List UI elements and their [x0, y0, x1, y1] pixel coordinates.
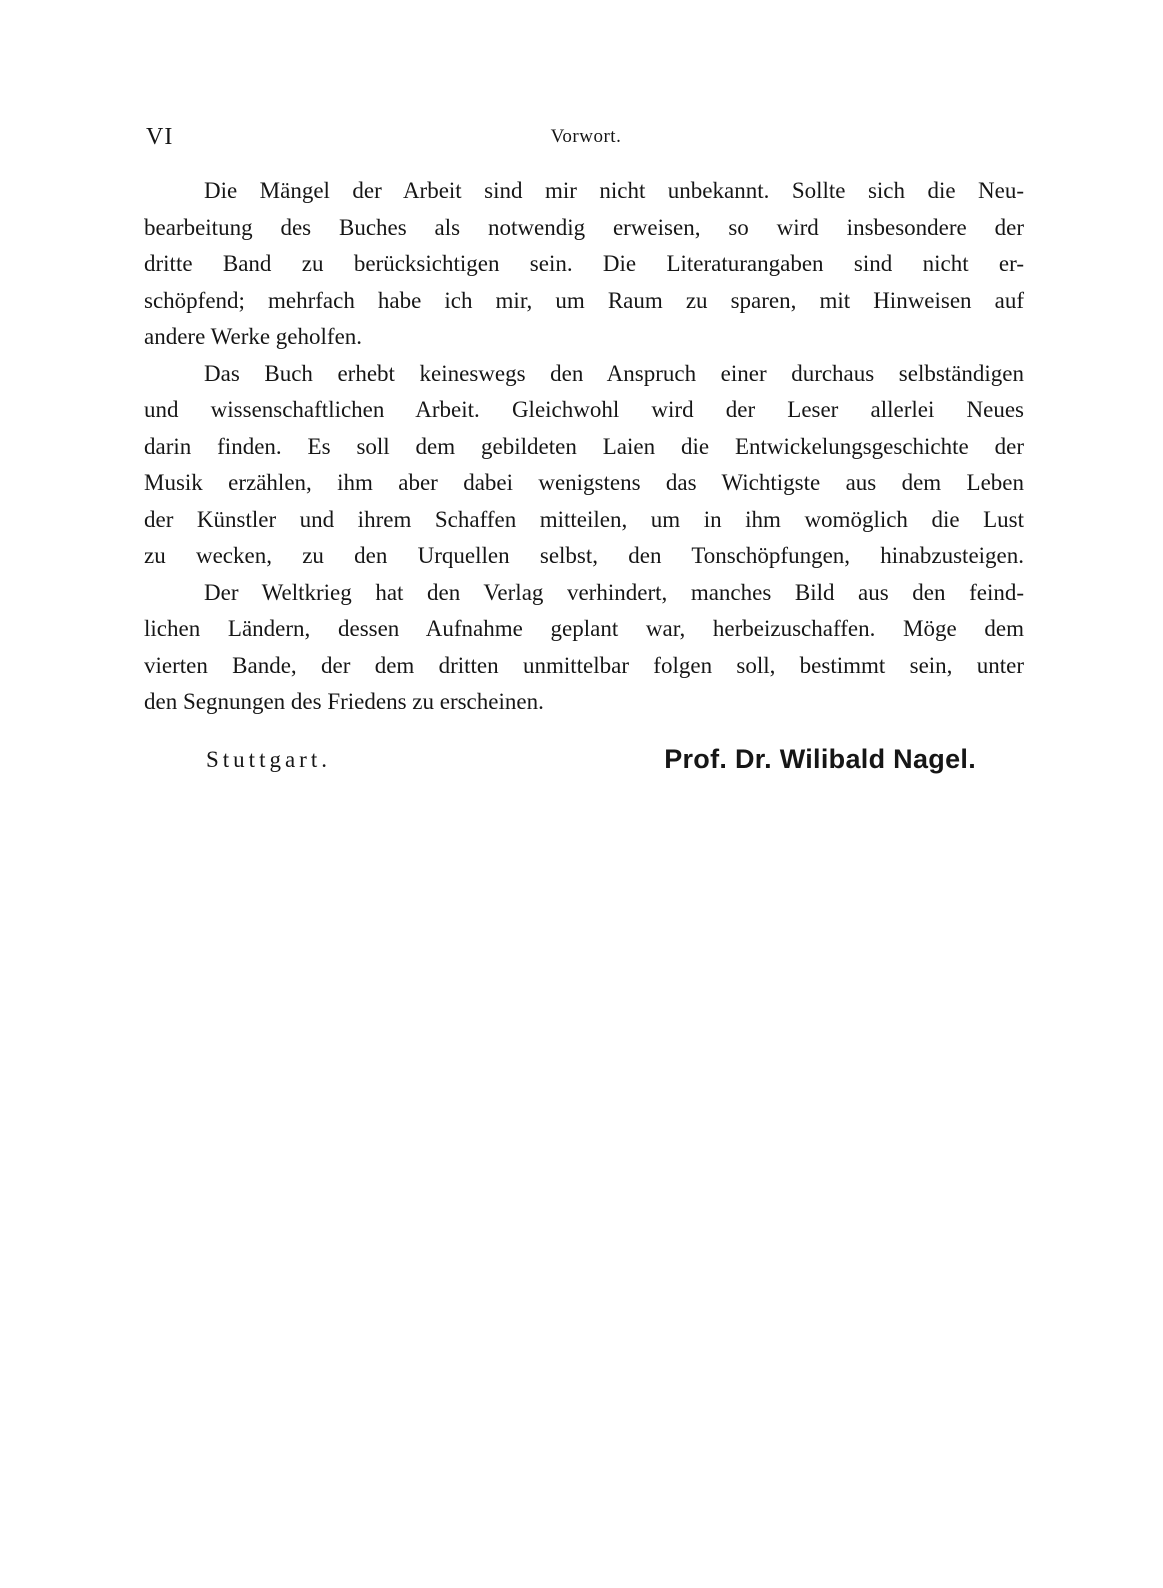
body-text — [144, 173, 1024, 721]
text-line: bearbeitung des Buches als notwendig erweisen, so wird insbesondere der — [144, 214, 1024, 240]
paragraph-2 — [144, 356, 1024, 575]
page-number: VI — [146, 124, 174, 150]
signature-author: Prof. Dr. Wilibald Nagel. — [664, 744, 976, 774]
text-line: den Segnungen des Friedens zu erscheinen. — [144, 689, 544, 714]
text-line: Die Mängel der Arbeit sind mir nicht unbekannt. Sollte sich die Neu- — [204, 178, 1024, 203]
signature-block — [144, 744, 1024, 784]
text-line: schöpfend; mehrfach habe ich mir, um Raum zu sparen, mit Hinweisen auf — [144, 287, 1024, 313]
text-line: Das Buch erhebt keineswegs den Anspruch einer durchaus selbständigen — [204, 360, 1024, 386]
text-line: Der Weltkrieg hat den Verlag verhindert, manches Bild aus den feind- — [204, 579, 1024, 605]
running-head — [146, 124, 1026, 154]
text-line: zu wecken, zu den Urquellen selbst, den Tonschöpfungen, hinabzusteigen. — [144, 543, 1024, 568]
text-line: andere Werke geholfen. — [144, 324, 363, 349]
text-line: dritte Band zu berücksichtigen sein. Die Literaturangaben sind nicht er- — [144, 251, 1024, 276]
text-line: Musik erzählen, ihm aber dabei wenigstens das Wichtigste aus dem Leben — [144, 470, 1024, 495]
paragraph-1 — [144, 173, 1024, 356]
signature-place: Stuttgart. — [206, 747, 331, 772]
text-line: darin finden. Es soll dem gebildeten Laien die Entwickelungsgeschichte der — [144, 433, 1024, 459]
text-line: vierten Bande, der dem dritten unmittelbar folgen soll, bestimmt sein, unter — [144, 652, 1024, 678]
text-line: der Künstler und ihrem Schaffen mitteilen, um in ihm womöglich die Lust — [144, 506, 1024, 532]
text-line: und wissenschaftlichen Arbeit. Gleichwohl wird der Leser allerlei Neues — [144, 397, 1024, 422]
section-title: Vorwort. — [550, 126, 622, 147]
text-line: lichen Ländern, dessen Aufnahme geplant war, herbeizuschaffen. Möge dem — [144, 616, 1024, 641]
paragraph-3 — [144, 575, 1024, 721]
